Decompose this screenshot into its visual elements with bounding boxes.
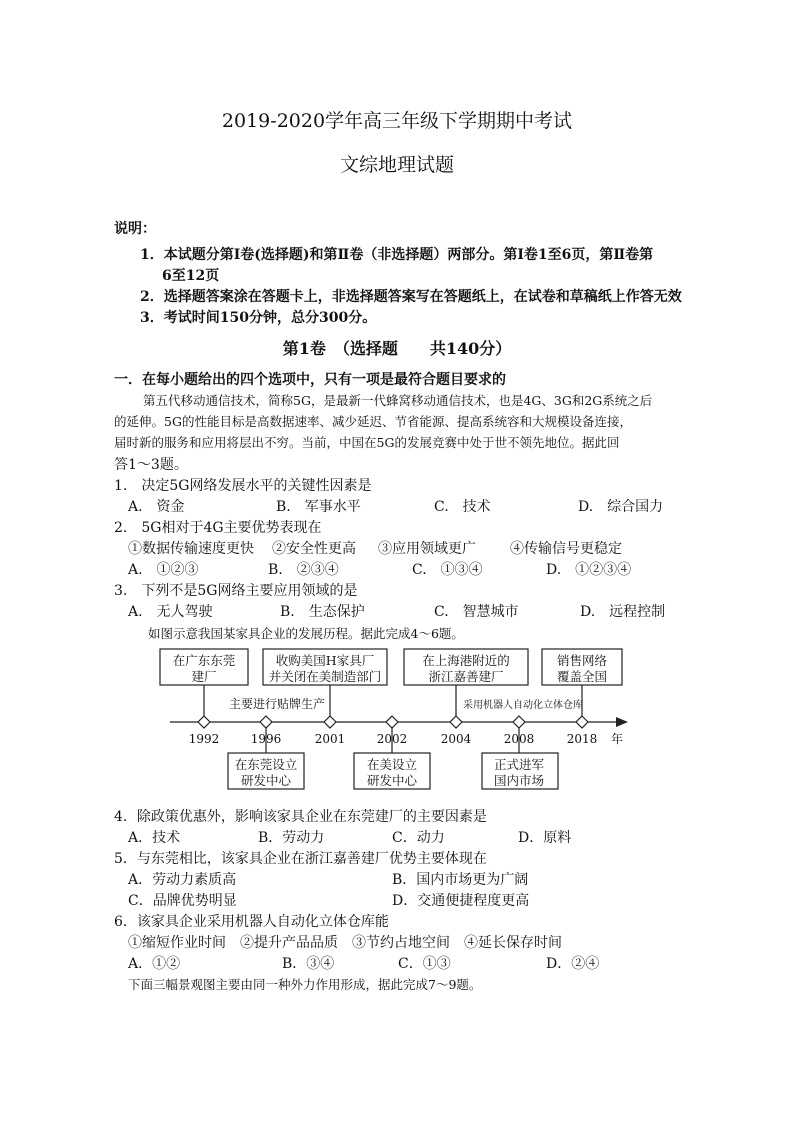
question-2-statement-1: ①数据传输速度更快: [128, 541, 254, 557]
question-6-option-c[interactable]: C．①③: [398, 956, 451, 972]
timeline-axis-arrow-icon: [616, 717, 628, 727]
question-5-option-b[interactable]: B．国内市场更为广阔: [392, 872, 529, 888]
exam-subtitle: 文综地理试题: [339, 154, 454, 176]
instruction-item-2: 2．选择题答案涂在答题卡上，非选择题答案写在答题纸上，在试卷和草稿纸上作答无效: [140, 289, 682, 305]
timeline-year-2002: 2002: [376, 732, 408, 746]
question-5-option-d[interactable]: D．交通便捷程度更高: [392, 893, 530, 909]
box-2004-line-1: 在上海港附近的: [422, 653, 510, 668]
question-4-option-c[interactable]: C．动力: [392, 830, 445, 846]
timeline-year-2004: 2004: [440, 732, 472, 746]
question-3-stem: 3. 下列不是5G网络主要应用领域的是: [114, 583, 358, 599]
timeline-year-2001: 2001: [314, 732, 346, 746]
question-5-stem: 5．与东莞相比，该家具企业在浙江嘉善建厂优势主要体现在: [114, 851, 487, 867]
company-timeline-diagram: [0, 640, 794, 800]
question-6-option-a[interactable]: A．①②: [128, 956, 181, 972]
instruction-item-1-cont: 6至12页: [162, 268, 220, 284]
box-1996-line-2: 研发中心: [240, 773, 292, 788]
timeline-label-robot: 采用机器人自动化立体仓库: [463, 700, 583, 711]
question-2-option-d[interactable]: D. ①②③④: [546, 562, 632, 578]
timeline-marker-2018: [576, 716, 588, 728]
box-2002-line-2: 研发中心: [366, 773, 418, 788]
section-title: 第1卷 （选择题 共140分）: [282, 339, 512, 358]
timeline-marker-2002: [386, 716, 398, 728]
question-3-option-b[interactable]: B. 生态保护: [280, 604, 365, 620]
question-3-option-d[interactable]: D. 远程控制: [580, 604, 666, 620]
question-2-statement-3: ③应用领域更广: [378, 541, 476, 557]
passage-1-line-3: 届时新的服务和应用将层出不穷。当前，中国在5G的发展竞赛中处于世不领先地位。据此回: [114, 435, 620, 450]
box-1992-line-2: 建厂: [191, 669, 217, 684]
passage-3: 下面三幅景观图主要由同一种外力作用形成，据此完成7～9题。: [128, 977, 482, 992]
question-2-statement-2: ②安全性更高: [272, 541, 356, 557]
question-1-option-b[interactable]: B. 军事水平: [276, 499, 361, 515]
timeline-axis-unit: 年: [611, 732, 624, 746]
passage-1-line-2: 的延伸。5G的性能目标是高数据速率、减少延迟、节省能源、提高系统容和大规模设备连接，: [114, 414, 632, 429]
timeline-marker-2001: [324, 716, 336, 728]
timeline-marker-1996: [260, 716, 272, 728]
box-2004-line-2: 浙江嘉善建厂: [428, 669, 504, 684]
box-2008-line-2: 国内市场: [493, 773, 545, 788]
instruction-item-1: 1．本试题分第Ⅰ卷(选择题)和第Ⅱ卷（非选择题）两部分。第Ⅰ卷1至6页，第Ⅱ卷第: [140, 247, 654, 263]
exam-title: 2019-2020学年高三年级下学期期中考试: [221, 110, 573, 132]
question-6-option-b[interactable]: B．③④: [282, 956, 335, 972]
timeline-marker-2004: [450, 716, 462, 728]
question-1-option-d[interactable]: D. 综合国力: [578, 499, 664, 515]
box-1996-line-1: 在东莞设立: [234, 757, 298, 772]
timeline-year-2008: 2008: [503, 732, 535, 746]
question-3-option-c[interactable]: C. 智慧城市: [434, 604, 519, 620]
timeline-label-oem: 主要进行贴牌生产: [229, 697, 326, 711]
box-2018-line-1: 销售网络: [556, 653, 608, 668]
question-1-option-a[interactable]: A. 资金: [128, 499, 185, 515]
question-2-option-a[interactable]: A. ①②③: [128, 562, 199, 578]
question-4-option-b[interactable]: B．劳动力: [258, 830, 325, 846]
question-2-option-c[interactable]: C. ①③④: [412, 562, 483, 578]
question-1-stem: 1. 决定5G网络发展水平的关键性因素是: [114, 478, 372, 494]
question-1-option-c[interactable]: C. 技术: [434, 499, 491, 515]
timeline-marker-1992: [198, 716, 210, 728]
instruction-item-3: 3．考试时间150分钟，总分300分。: [140, 310, 377, 326]
box-2001-line-1: 收购美国H家具厂: [275, 653, 375, 668]
box-2001-line-2: 并关闭在美制造部门: [268, 669, 382, 684]
question-4-option-a[interactable]: A．技术: [128, 830, 181, 846]
question-2-stem: 2. 5G相对于4G主要优势表现在: [114, 520, 322, 536]
box-1992-line-1: 在广东东莞: [172, 653, 236, 668]
question-2-statement-4: ④传输信号更稳定: [510, 541, 622, 557]
question-5-option-c[interactable]: C．品牌优势明显: [128, 893, 237, 909]
instructions-label: 说明：: [114, 221, 156, 237]
question-3-option-a[interactable]: A. 无人驾驶: [128, 604, 213, 620]
question-6-stem: 6．该家具企业采用机器人自动化立体仓库能: [114, 914, 389, 930]
question-6-statements: ①缩短作业时间 ②提升产品品质 ③节约占地空间 ④延长保存时间: [128, 935, 562, 951]
timeline-year-1996: 1996: [250, 732, 282, 746]
question-4-option-d[interactable]: D．原料: [518, 830, 572, 846]
question-5-option-a[interactable]: A．劳动力素质高: [128, 872, 237, 888]
box-2002-line-1: 在美设立: [366, 757, 418, 772]
timeline-year-1992: 1992: [188, 732, 220, 746]
part-heading: 一．在每小题给出的四个选项中，只有一项是最符合题目要求的: [114, 372, 506, 388]
box-2008-line-1: 正式进军: [493, 757, 545, 772]
question-2-option-b[interactable]: B. ②③④: [268, 562, 339, 578]
question-6-option-d[interactable]: D．②④: [546, 956, 600, 972]
timeline-marker-2008: [513, 716, 525, 728]
passage-2: 如图示意我国某家具企业的发展历程。据此完成4～6题。: [148, 626, 464, 641]
passage-1-line-1: 第五代移动通信技术，简称5G，是最新一代蜂窝移动通信技术，也是4G、3G和2G系统之后: [143, 393, 653, 408]
passage-1-line-4: 答1～3题。: [114, 457, 188, 473]
timeline-year-2018: 2018: [566, 732, 598, 746]
box-2018-line-2: 覆盖全国: [556, 669, 608, 684]
question-4-stem: 4．除政策优惠外，影响该家具企业在东莞建厂的主要因素是: [114, 809, 487, 825]
